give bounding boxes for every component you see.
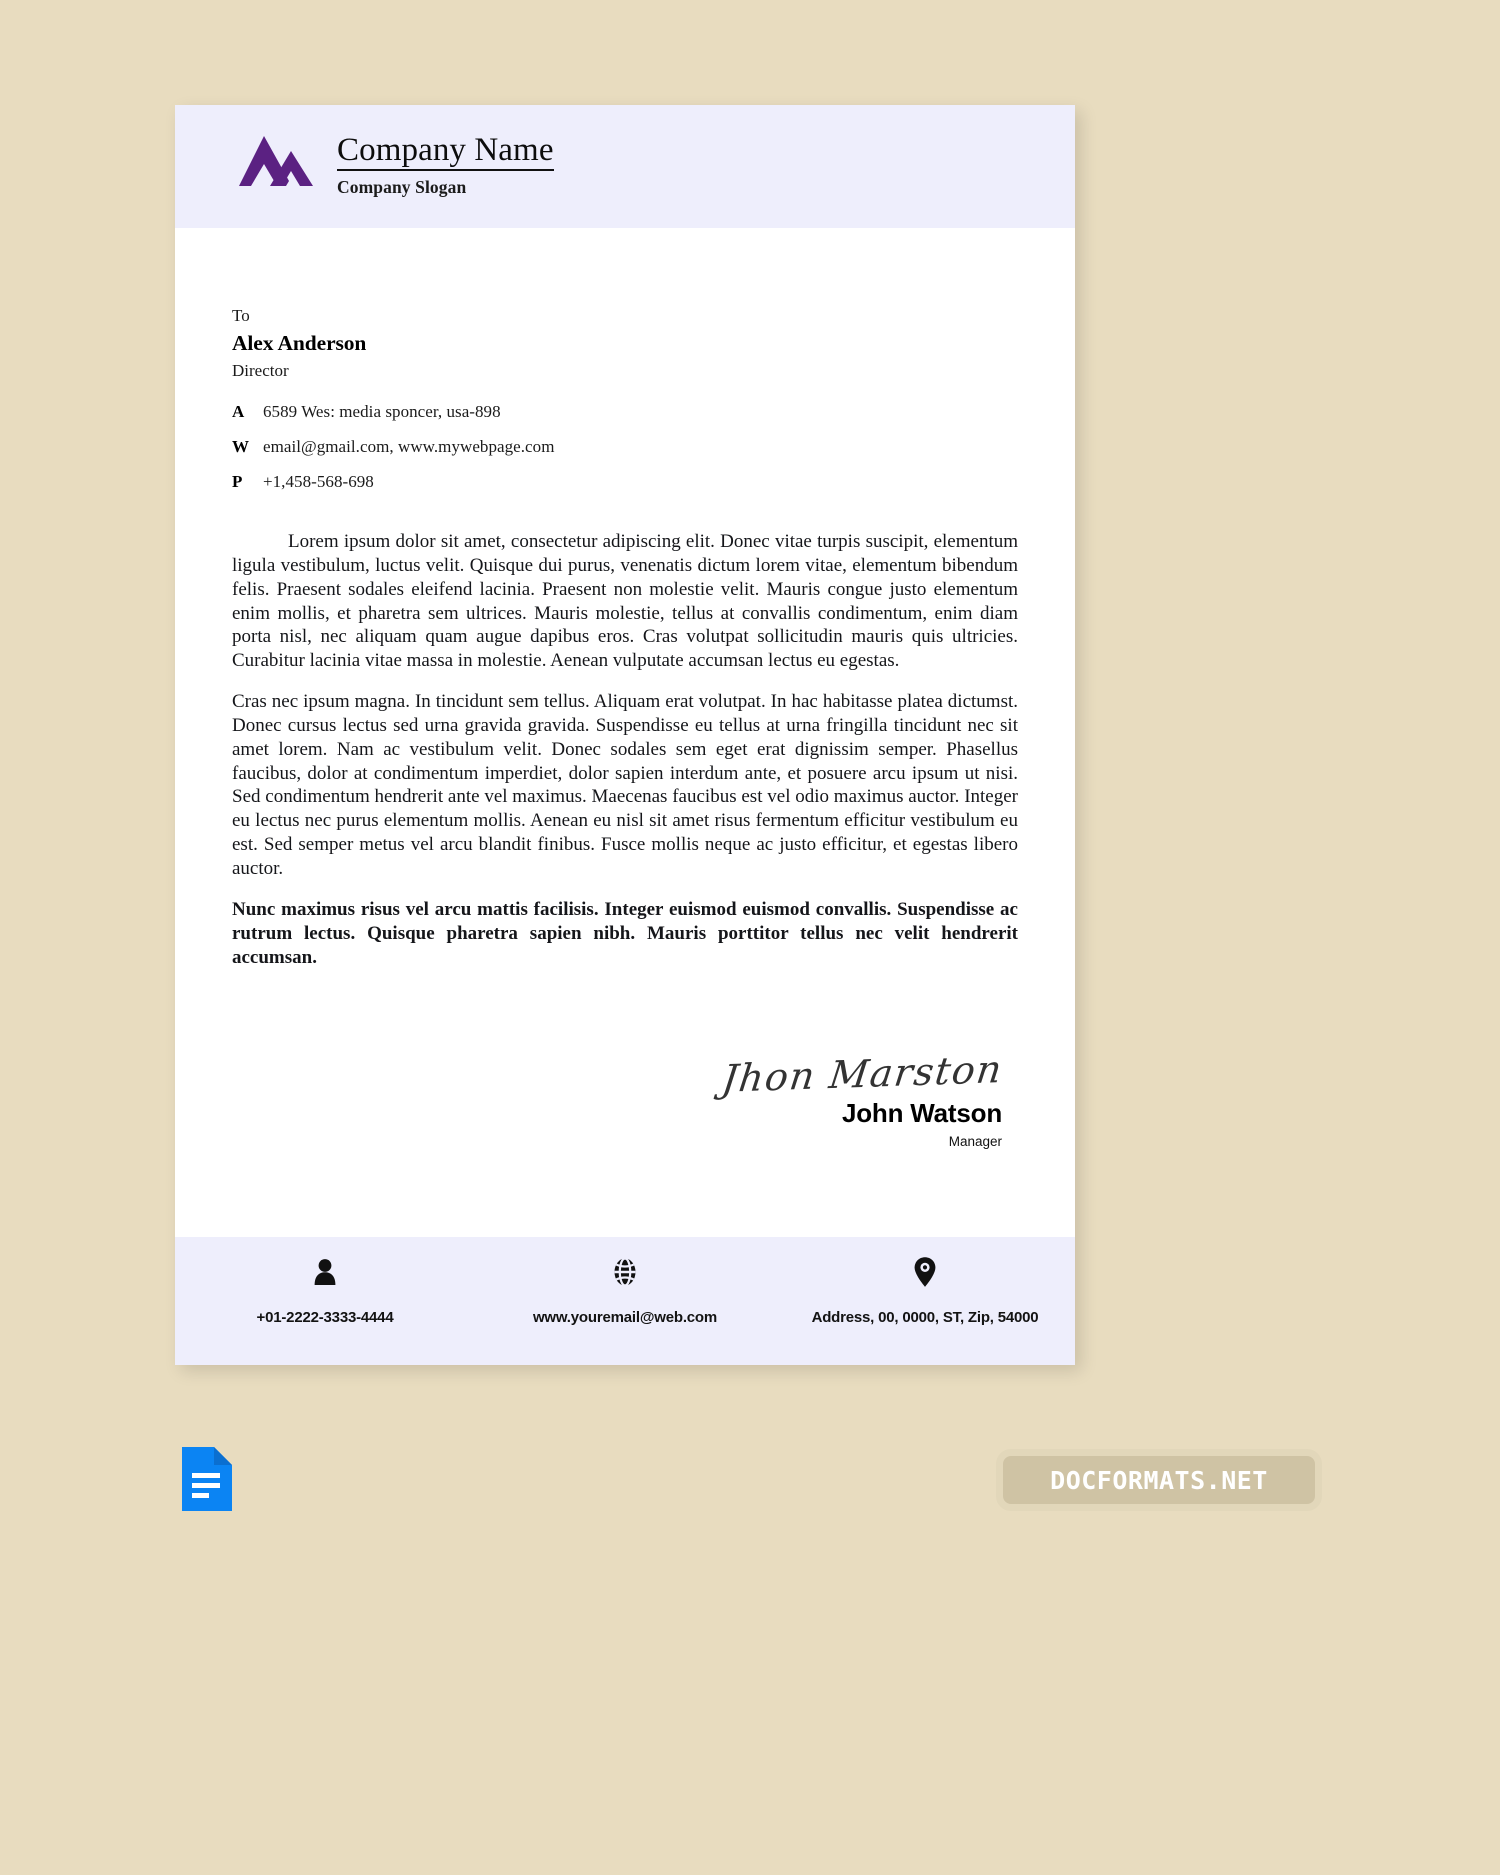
watermark-text: DOCFORMATS.NET: [1050, 1465, 1268, 1495]
contact-key-phone: P: [232, 472, 243, 492]
to-label: To: [232, 306, 250, 325]
watermark-badge: [996, 1449, 1322, 1511]
contact-row-web: [232, 437, 1018, 457]
letterhead-footer: [175, 1237, 1075, 1365]
contact-key-web: W: [232, 437, 249, 457]
letter-paragraph-2: Cras nec ipsum magna. In tincidunt sem tellus. Aliquam erat volutpat. In hac habitasse platea dictumst. Donec cursus lectus sed urna gravida gravida. Suspendisse eu tellus at urna fringilla tincidunt nec sit amet lorem. Nam ac vestibulum velit. Donec sodales sem eget erat dignissim semper. Phasellus faucibus, dolor at condimentum imperdiet, dolor sapien interdum ante, et posuere arcu ipsum ut nisi. Sed condimentum hendrerit ante vel maximus. Maecenas faucibus est vel odio maximus auctor. Integer eu lectus nec purus elementum mollis. Aenean eu nisl sit amet risus fermentum efficitur vestibulum eu est. Sed semper metus vel arcu blandit finibus. Fusce mollis neque ac justo efficitur, et egestas libero auctor.: [232, 691, 1018, 879]
company-slogan: Company Slogan: [337, 176, 467, 197]
document-page: [175, 105, 1075, 1365]
brand-block: [337, 133, 554, 200]
letter-paragraph-3: Nunc maximus risus vel arcu mattis facilisis. Integer euismod euismod convallis. Suspendisse ac rutrum lectus. Quisque pharetra sapien nibh. Mauris porttitor tellus nec velit hendrerit accumsan.: [232, 898, 1018, 968]
letter-paragraph-1: Lorem ipsum dolor sit amet, consectetur adipiscing elit. Donec vitae turpis suscipit, elementum ligula vestibulum, luctus velit. Quisque dui purus, venenatis dictum lorem vitae, elementum bibendum felis. Praesent sodales eleifend lacinia. Praesent non molestie velit. Mauris congue justo elementum enim mollis, et pharetra sem ultrices. Mauris molestie, tellus at convallis condimentum, enim diam porta nisl, nec aliquam quam augue dapibus eros. Cras volutpat sollicitudin mauris quis ultricies. Curabitur lacinia vitae massa in molestie. Aenean vulputate accumsan lectus eu egestas.: [232, 531, 1018, 672]
contact-row-address: [232, 402, 1018, 422]
person-icon: [310, 1257, 340, 1287]
contact-row-phone: [232, 472, 1018, 492]
location-pin-icon: [910, 1257, 940, 1287]
footer-item-website: [475, 1257, 775, 1326]
letter-content: [232, 530, 1018, 969]
footer-phone-text: +01-2222-3333-4444: [256, 1309, 394, 1326]
letterhead-header: [175, 105, 1075, 228]
signer-role: Manager: [948, 1134, 1002, 1150]
company-name: Company Name: [337, 133, 554, 171]
signature-script-line: [232, 1047, 1006, 1102]
contact-value-address: 6589 Wes: media sponcer, usa-898: [263, 402, 501, 422]
recipient-block: [232, 303, 1018, 492]
signer-name: John Watson: [841, 1098, 1002, 1129]
contact-value-phone: +1,458-568-698: [263, 472, 374, 492]
recipient-contact-list: [232, 402, 1018, 492]
handwritten-signature: Jhon Marston: [719, 1047, 1006, 1102]
footer-website-text: www.youremail@web.com: [532, 1309, 718, 1326]
double-peak-mountain-logo-icon: [237, 134, 315, 200]
signature-block: [232, 1047, 1018, 1150]
letter-body: [175, 303, 1075, 1149]
recipient-name: Alex Anderson: [232, 330, 367, 355]
globe-icon: [610, 1257, 640, 1287]
recipient-role: Director: [232, 360, 289, 380]
footer-item-phone: [175, 1257, 475, 1326]
footer-address-text: Address, 00, 0000, ST, Zip, 54000: [811, 1309, 1039, 1326]
google-docs-icon[interactable]: [182, 1447, 232, 1511]
contact-key-address: A: [232, 402, 245, 422]
contact-value-web: email@gmail.com, www.mywebpage.com: [263, 437, 555, 457]
footer-item-address: [775, 1257, 1075, 1326]
